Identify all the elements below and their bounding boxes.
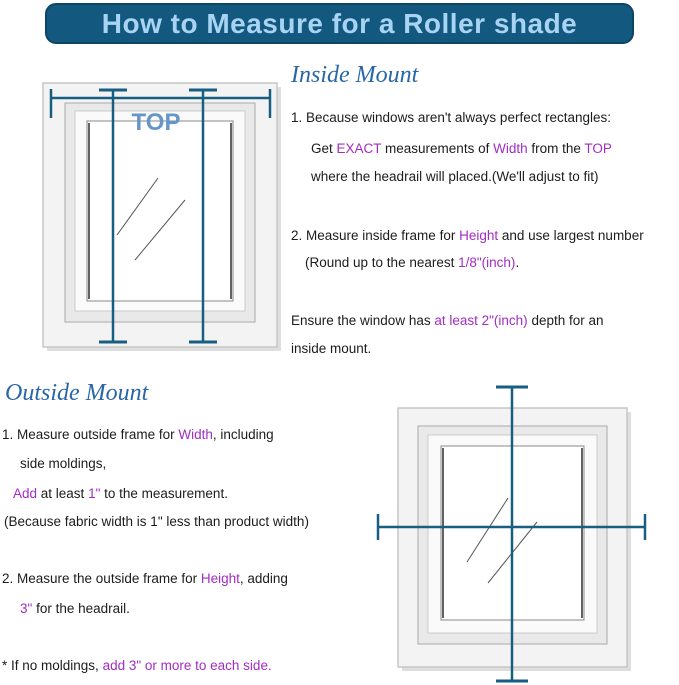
- top-label: TOP: [131, 109, 181, 136]
- inside-depth-note-line2: inside mount.: [291, 341, 372, 356]
- inside-step1-line1: 1. Because windows aren't always perfect rectangles:: [291, 110, 611, 125]
- inside-step1-line2: Get EXACT measurements of Width from the TOP: [311, 141, 612, 156]
- inside-mount-window-diagram: [35, 76, 285, 361]
- inside-step1-line3: where the headrail will placed.(We'll adjust to fit): [311, 169, 599, 184]
- outside-step1-line3: Add at least 1" to the measurement.: [13, 486, 228, 501]
- inside-mount-heading: Inside Mount: [291, 62, 419, 88]
- inside-step2-line2: (Round up to the nearest 1/8"(inch).: [305, 255, 520, 270]
- outside-step2-line1: 2. Measure the outside frame for Height, adding: [2, 571, 288, 586]
- outside-step1-line2: side moldings,: [20, 456, 107, 471]
- outside-mount-heading: Outside Mount: [5, 380, 149, 406]
- outside-footnote: * If no moldings, add 3" or more to each side.: [2, 658, 272, 673]
- inside-depth-note-line1: Ensure the window has at least 2"(inch) depth for an: [291, 313, 604, 328]
- outside-mount-window-diagram: [365, 378, 665, 685]
- window-glass: [87, 121, 233, 301]
- inside-step2-line1: 2. Measure inside frame for Height and use largest number: [291, 228, 644, 243]
- outside-step1-line1: 1. Measure outside frame for Width, including: [2, 427, 274, 442]
- page-title: How to Measure for a Roller shade: [101, 7, 578, 39]
- outside-step1-line4: (Because fabric width is 1" less than product width): [4, 514, 309, 529]
- outside-step2-line2: 3" for the headrail.: [20, 601, 130, 616]
- header-banner: [45, 3, 634, 44]
